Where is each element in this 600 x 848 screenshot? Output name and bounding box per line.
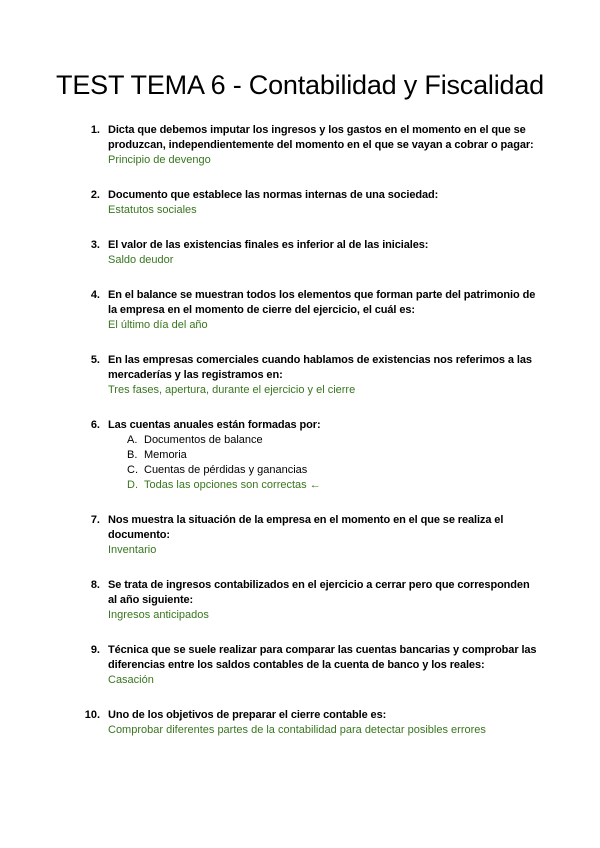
option-c xyxy=(108,463,600,478)
option-letter: B. xyxy=(127,449,138,461)
option-letter: A. xyxy=(127,434,138,446)
answer-text: Inventario xyxy=(108,544,157,556)
question-text: Uno de los objetivos de preparar el cierre contable es: xyxy=(108,709,387,721)
question-3 xyxy=(0,238,600,268)
option-text: Cuentas de pérdidas y ganancias xyxy=(144,464,308,476)
answer-text: Tres fases, apertura, durante el ejercicio y el cierre xyxy=(108,384,356,396)
option-letter: D. xyxy=(127,479,138,491)
option-d-correct xyxy=(108,478,600,493)
option-b xyxy=(108,448,600,463)
question-list xyxy=(0,123,600,758)
question-text: Dicta que debemos imputar los ingresos y los gastos en el momento en el que se produzcan, independientemente del momento en el que se vayan a cobrar o pagar: xyxy=(108,124,534,151)
question-number: 2. xyxy=(90,189,100,201)
question-4 xyxy=(0,288,600,333)
question-number: 7. xyxy=(90,514,100,526)
question-text: Técnica que se suele realizar para comparar las cuentas bancarias y comprobar las diferencias entre los saldos contables de la cuenta de banco y los reales: xyxy=(108,644,537,671)
answer-text: Comprobar diferentes partes de la contabilidad para detectar posibles errores xyxy=(108,724,486,736)
question-1 xyxy=(0,123,600,168)
question-text: Nos muestra la situación de la empresa en el momento en el que se realiza el documento: xyxy=(108,514,504,541)
answer-text: El último día del año xyxy=(108,319,208,331)
option-text: Documentos de balance xyxy=(144,434,263,446)
question-text: En el balance se muestran todos los elementos que forman parte del patrimonio de la empresa en el momento de cierre del ejercicio, el cuál es: xyxy=(108,289,536,316)
question-7 xyxy=(0,513,600,558)
option-letter: C. xyxy=(127,464,138,476)
answer-text: Casación xyxy=(108,674,154,686)
question-2 xyxy=(0,188,600,218)
question-number: 5. xyxy=(90,354,100,366)
question-10 xyxy=(0,708,600,738)
question-number: 3. xyxy=(90,239,100,251)
question-5 xyxy=(0,353,600,398)
question-number: 9. xyxy=(90,644,100,656)
question-8 xyxy=(0,578,600,623)
question-number: 1. xyxy=(90,124,100,136)
page-title: TEST TEMA 6 - Contabilidad y Fiscalidad xyxy=(56,70,544,100)
question-number: 6. xyxy=(90,419,100,431)
option-text: Memoria xyxy=(144,449,187,461)
option-list xyxy=(108,433,600,493)
question-text: Documento que establece las normas internas de una sociedad: xyxy=(108,189,439,201)
question-text: El valor de las existencias finales es inferior al de las iniciales: xyxy=(108,239,429,251)
answer-text: Saldo deudor xyxy=(108,254,174,266)
question-text: En las empresas comerciales cuando hablamos de existencias nos referimos a las mercaderías y las registramos en: xyxy=(108,354,532,381)
question-number: 10. xyxy=(84,709,100,721)
question-text: Se trata de ingresos contabilizados en el ejercicio a cerrar pero que corresponden al año siguiente: xyxy=(108,579,530,606)
answer-text: Ingresos anticipados xyxy=(108,609,209,621)
question-9 xyxy=(0,643,600,688)
option-a xyxy=(108,433,600,448)
question-number: 4. xyxy=(90,289,100,301)
answer-text: Principio de devengo xyxy=(108,154,211,166)
answer-text: Estatutos sociales xyxy=(108,204,197,216)
option-text: Todas las opciones son correctas ← xyxy=(144,479,321,491)
question-number: 8. xyxy=(90,579,100,591)
question-6 xyxy=(0,418,600,493)
question-text: Las cuentas anuales están formadas por: xyxy=(108,419,321,431)
